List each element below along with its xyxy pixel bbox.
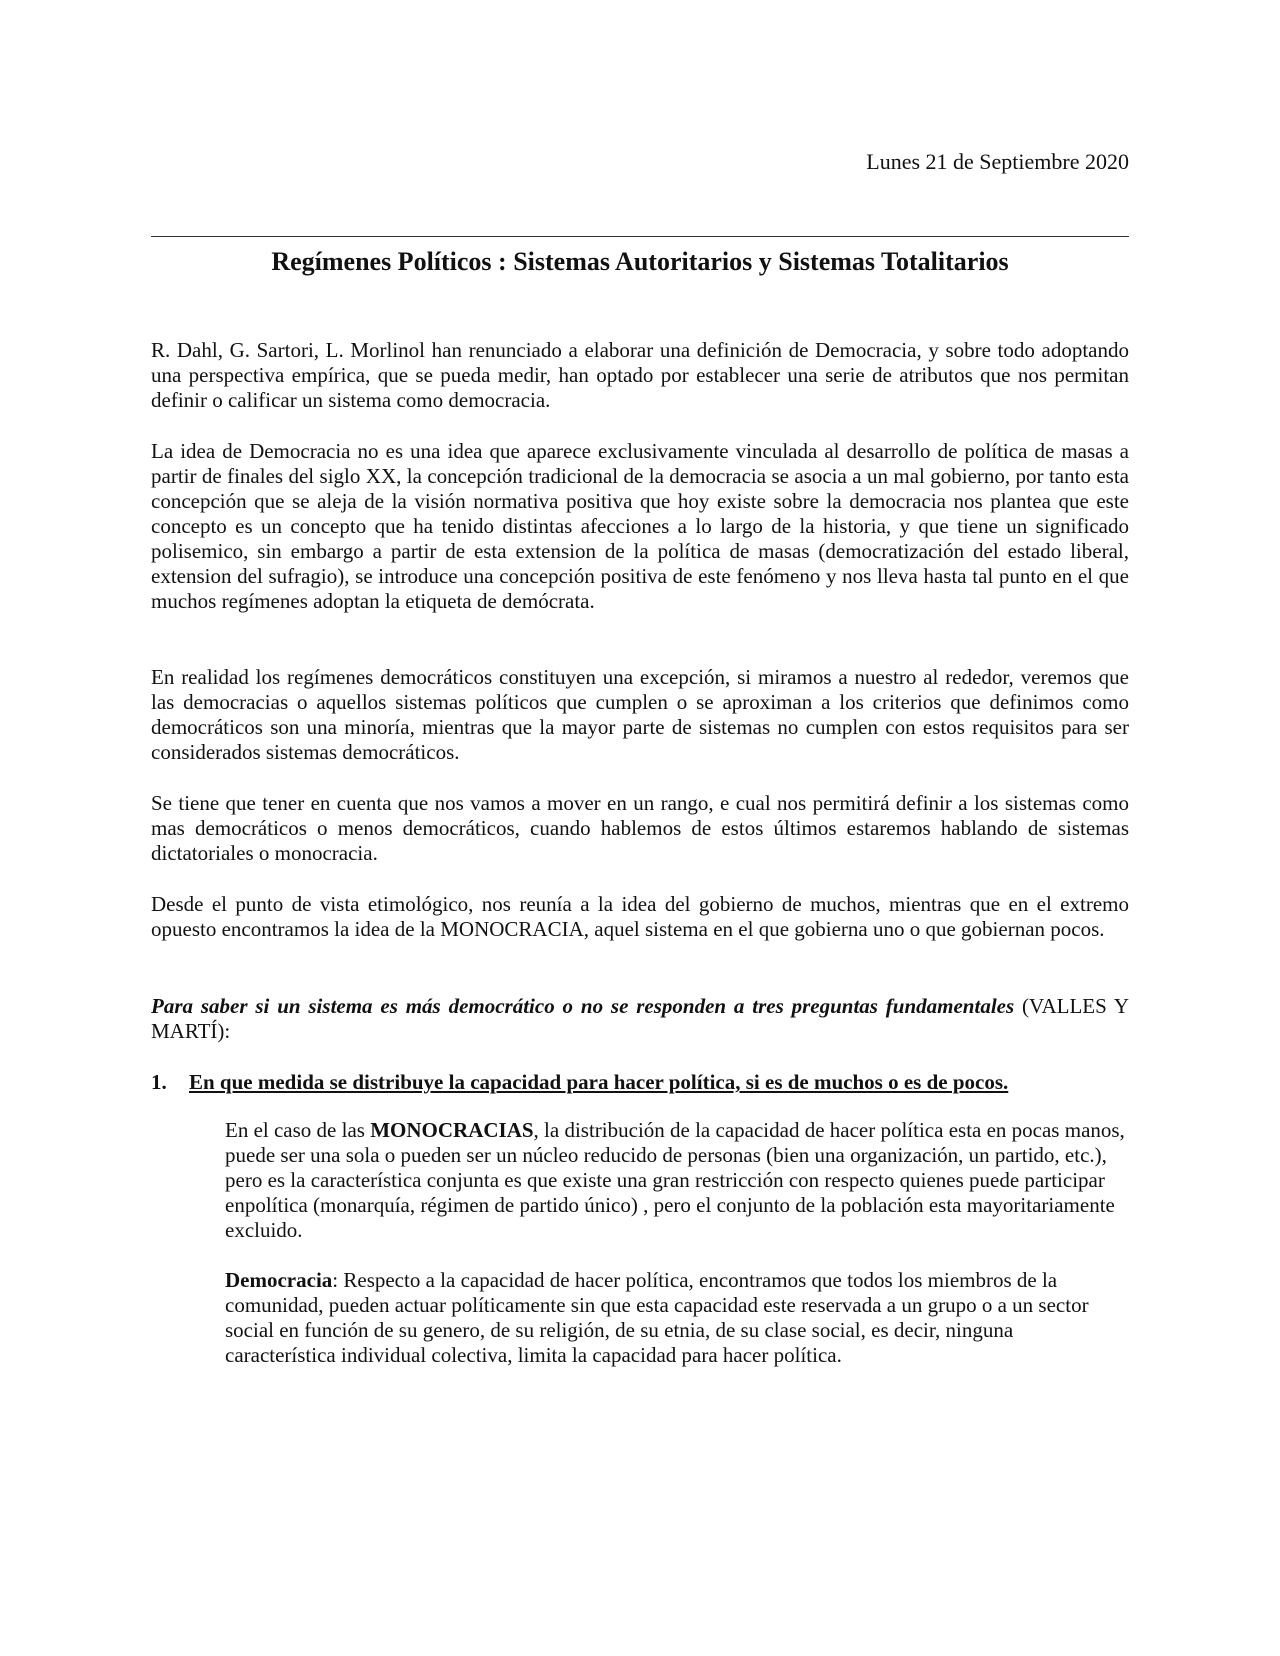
monocracias-lead: En el caso de las bbox=[225, 1118, 371, 1142]
paragraph-3: En realidad los regímenes democráticos constituyen una excepción, si miramos a nuestro al rededor, veremos que las democracias o aquellos sistemas políticos que cumplen o se aproximan a los criterios que definimos como democráticos son una minoría, mientras que la mayor parte de sistemas no cumplen con estos requisitos para ser considerados sistemas democráticos. bbox=[151, 665, 1129, 764]
key-question-statement: Para saber si un sistema es más democrático o no se responden a tres preguntas fundamentales bbox=[151, 994, 1015, 1018]
question-1 bbox=[151, 1070, 1129, 1095]
monocracias-term: MONOCRACIAS bbox=[370, 1118, 534, 1142]
question-1-number: 1. bbox=[151, 1070, 167, 1094]
monocracias-paragraph bbox=[225, 1118, 1129, 1243]
document-date: Lunes 21 de Septiembre 2020 bbox=[866, 149, 1129, 174]
paragraph-6 bbox=[151, 994, 1129, 1044]
source-citation: (VALLES Y MARTÍ): bbox=[151, 994, 1130, 1043]
democracia-term: Democracia bbox=[225, 1268, 333, 1292]
paragraph-5: Desde el punto de vista etimológico, nos reunía a la idea del gobierno de muchos, mientras que en el extremo opuesto encontramos la idea de la MONOCRACIA, aquel sistema en el que gobierna uno o que gobiernan pocos. bbox=[151, 892, 1129, 941]
paragraph-4: Se tiene que tener en cuenta que nos vamos a mover en un rango, e cual nos permitirá definir a los sistemas como mas democráticos o menos democráticos, cuando hablemos de estos últimos estaremos hablando de sistemas dictatoriales o monocracia. bbox=[151, 791, 1129, 865]
header-divider bbox=[151, 236, 1129, 237]
question-1-text: En que medida se distribuye la capacidad para hacer política, si es de muchos o es de pocos. bbox=[189, 1070, 1009, 1094]
document-title: Regímenes Políticos : Sistemas Autoritarios y Sistemas Totalitarios bbox=[271, 247, 1009, 276]
monocracias-text: , la distribución de la capacidad de hacer política esta en pocas manos, puede ser una sola o pueden ser un núcleo reducido de personas (bien una organización, un partido, etc.), pero es la característica conjunta es que existe una gran restricción con respecto quienes puede participar enpolítica (monarquía, régimen de partido único) , pero el conjunto de la población esta mayoritariamente excluido. bbox=[225, 1118, 1125, 1242]
democracia-text: : Respecto a la capacidad de hacer política, encontramos que todos los miembros de la comunidad, pueden actuar políticamente sin que esta capacidad este reservada a un grupo o a un sector social en función de su genero, de su religión, de su etnia, de su clase social, es decir, ninguna característica individual colectiva, limita la capacidad para hacer política. bbox=[225, 1268, 1089, 1367]
democracia-paragraph bbox=[225, 1268, 1129, 1368]
paragraph-2: La idea de Democracia no es una idea que aparece exclusivamente vinculada al desarrollo de política de masas a partir de finales del siglo XX, la concepción tradicional de la democracia se asocia a un mal gobierno, por tanto esta concepción que se aleja de la visión normativa positiva que hoy existe sobre la democracia nos plantea que este concepto es un concepto que ha tenido distintas afecciones a lo largo de la historia, y que tiene un significado polisemico, sin embargo a partir de esta extension de la política de masas (democratización del estado liberal, extension del sufragio), se introduce una concepción positiva de este fenómeno y nos lleva hasta tal punto en el que muchos regímenes adoptan la etiqueta de demócrata. bbox=[151, 439, 1129, 613]
paragraph-1: R. Dahl, G. Sartori, L. Morlinol han renunciado a elaborar una definición de Democracia, y sobre todo adoptando una perspectiva empírica, que se pueda medir, han optado por establecer una serie de atributos que nos permitan definir o calificar un sistema como democracia. bbox=[151, 338, 1129, 412]
